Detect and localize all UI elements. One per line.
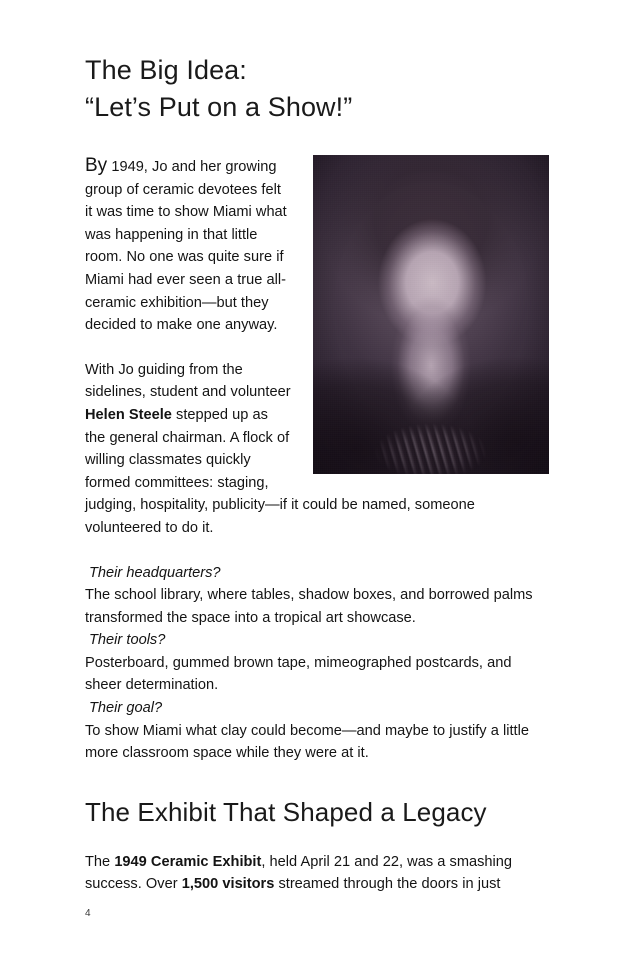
section-gap bbox=[85, 765, 549, 795]
paragraph-2-part-1: With Jo guiding from the sidelines, student and volunteer bbox=[85, 361, 291, 401]
paragraph-3-part-1: The bbox=[85, 853, 115, 870]
heading-gap bbox=[85, 829, 549, 851]
qa-block bbox=[85, 562, 549, 765]
photo-grain-layer bbox=[313, 155, 549, 474]
qa-question-1: Their headquarters? bbox=[89, 564, 221, 581]
title-spacer bbox=[85, 125, 549, 155]
qa-question-2: Their tools? bbox=[89, 632, 166, 649]
section-heading: The Exhibit That Shaped a Legacy bbox=[85, 796, 487, 827]
paragraph-3-bold-visitors: 1,500 visitors bbox=[181, 876, 275, 893]
paragraph-3-bold-exhibit: 1949 Ceramic Exhibit bbox=[114, 853, 262, 870]
paragraph-3 bbox=[85, 851, 549, 896]
page-title-line-2: “Let’s Put on a Show!” bbox=[85, 92, 353, 122]
page-title-line-1: The Big Idea: bbox=[85, 55, 247, 85]
paragraph-1-lead-in: By bbox=[85, 155, 108, 176]
qa-answer-2: Posterboard, gummed brown tape, mimeographed postcards, and sheer determination. bbox=[85, 654, 512, 694]
paragraph-3-part-3: streamed through the doors in just bbox=[274, 876, 501, 893]
paragraph-3-part-2: , held April 21 and 22, was a smashing success. Over bbox=[85, 853, 513, 893]
paragraph-1-body: 1949, Jo and her growing group of ceramic devotees felt it was time to show Miami what was happening in that little room. No one was quite sure if Miami had ever seen a true all-ceramic exhibition—but they decided to make one anyway. bbox=[85, 159, 287, 334]
page-number: 4 bbox=[85, 908, 91, 919]
page-title bbox=[85, 52, 549, 125]
qa-question-3: Their goal? bbox=[89, 700, 163, 717]
paragraph-2-part-2: stepped up as the general chairman. A flock of willing classmates quickly formed committees: staging, judging, hospitality, publicity—if it could be named, someone volunteered to do it. bbox=[85, 406, 475, 536]
portrait-photo bbox=[313, 155, 549, 474]
qa-answer-1: The school library, where tables, shadow boxes, and borrowed palms transformed the space into a tropical art showcase. bbox=[85, 587, 533, 626]
paragraph-gap-2 bbox=[85, 540, 549, 562]
paragraph-2-bold-name: Helen Steele bbox=[85, 406, 172, 423]
page-content bbox=[85, 52, 549, 896]
qa-answer-3: To show Miami what clay could become—and maybe to justify a little more classroom space while they were at it. bbox=[85, 722, 529, 762]
